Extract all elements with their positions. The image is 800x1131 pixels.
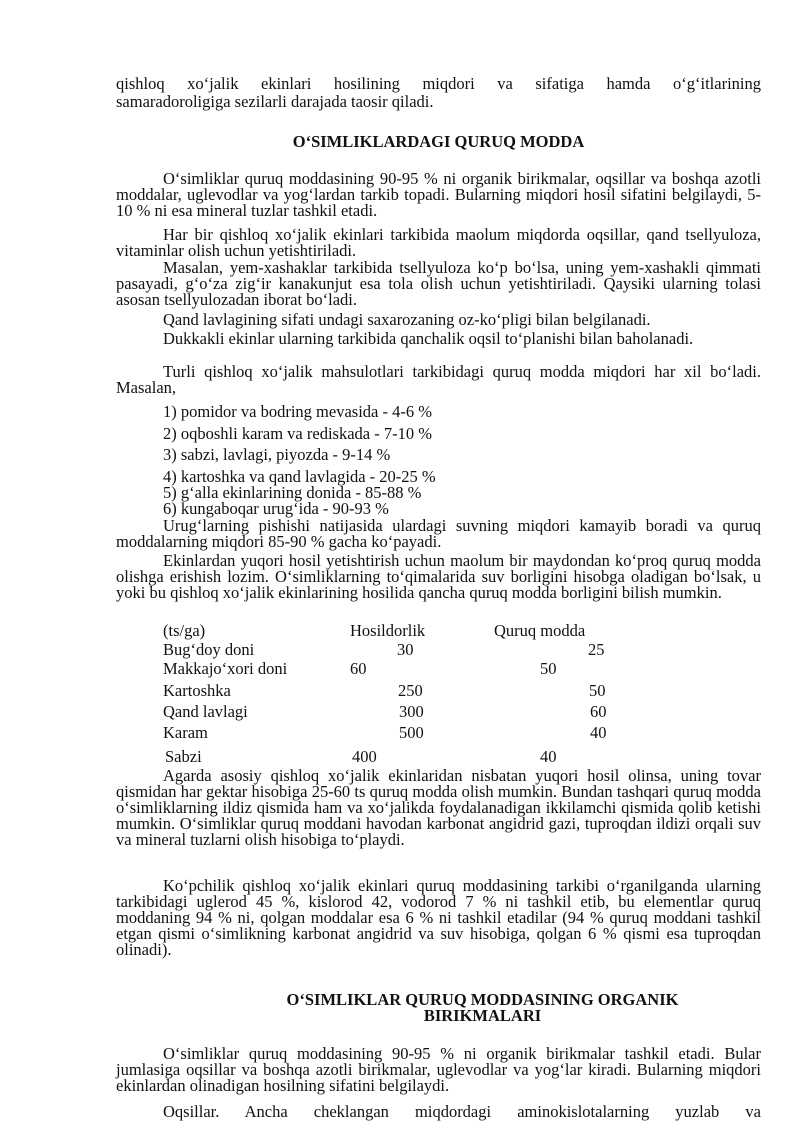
table-cell-yield: 500: [399, 723, 424, 742]
paragraph: Oʻsimliklar quruq moddasining 90-95 % ni organik birikmalar, oqsillar va boshqa azotli moddalar, uglevodlar va yogʻlardan tarkib topadi. Bularning miqdori hosil sifatini belgilaydi, 5-10 % ni esa mineral tuzlar tashkil etadi.: [116, 169, 761, 220]
table-cell-yield: 60: [350, 659, 367, 678]
intro-line-2: samaradoroligiga sezilarli darajada taosir qiladi.: [116, 92, 434, 111]
paragraph: Dukkakli ekinlar ularning tarkibida qanchalik oqsil toʻplanishi bilan baholanadi.: [163, 329, 694, 348]
section-heading-dry-matter: OʻSIMLIKLARDAGI QURUQ MODDA: [292, 132, 585, 151]
paragraph: Koʻpchilik qishloq xoʻjalik ekinlari quruq moddasining tarkibi oʻrganilganda ularning tarkibidagi uglerod 45 %, kislorod 42, vodorod 7 % ni tashkil etib, bu elementlar quruq moddaning 94 % ni, qolgan moddalar esa 6 % ni tashkil etadilar (94 % quruq moddani tashkil etgan qismi oʻsimlikning karbonat angidrid va suv hisobiga, qolgan 6 % qismi esa tuproqdan olinadi).: [116, 876, 761, 959]
paragraph: Oqsillar. Ancha cheklangan miqdordagi aminokislotalarning yuzlab va: [163, 1102, 761, 1121]
table-cell-dry-matter: 50: [589, 681, 606, 700]
paragraph: Agarda asosiy qishloq xoʻjalik ekinlaridan nisbatan yuqori hosil olinsa, uning tovar qismidan har gektar hisobiga 25-60 ts quruq modda olish mumkin. Bundan tashqari quruq modda oʻsimliklarning ildiz qismida ham va xoʻjalikda foydalanadigan ikkilamchi qismida qolib ketishi mumkin. Oʻsimliklar quruq moddani havodan karbonat angidrid gazi, tuproqdan ildizi orqali suv va mineral tuzlarni olish hisobiga toʻplaydi.: [116, 766, 761, 849]
paragraph: Urugʻlarning pishishi natijasida ulardagi suvning miqdori kamayib boradi va quruq moddalarning miqdori 85-90 % gacha koʻpayadi.: [116, 516, 761, 551]
table-cell-yield: 300: [399, 702, 424, 721]
paragraph: Masalan, yem-xashaklar tarkibida tsellyuloza koʻp boʻlsa, uning yem-xashakli qimmati pasayadi, gʻoʻza zigʻir kanakunjut esa tola olish uchun yetishtiriladi. Qaysiki ularning tolasi asosan tsellyulozadan iborat boʻladi.: [116, 258, 761, 309]
table-cell-yield: 250: [398, 681, 423, 700]
table-cell-crop: Sabzi: [165, 747, 202, 766]
table-cell-dry-matter: 40: [540, 747, 557, 766]
heading-line-1: OʻSIMLIKLAR QURUQ MODDASINING ORGANIK: [286, 990, 679, 1009]
table-cell-yield: 30: [397, 640, 414, 659]
heading-line-2: BIRIKMALARI: [423, 1006, 542, 1025]
paragraph: Ekinlardan yuqori hosil yetishtirish uchun maolum bir maydondan koʻproq quruq modda olishga erishish lozim. Oʻsimliklarning toʻqimalarida suv borligini hisobga oladigan boʻlsak, u yoki bu qishloq xoʻjalik ekinlarining hosilida qancha quruq modda borligini bilish mumkin.: [116, 551, 761, 602]
table-header-dry-matter: Quruq modda: [494, 621, 586, 640]
table-cell-dry-matter: 60: [590, 702, 607, 721]
list-item: 3) sabzi, lavlagi, piyozda - 9-14 %: [163, 445, 391, 464]
list-item: 5) gʻalla ekinlarining donida - 85-88 %: [163, 483, 422, 502]
table-cell-yield: 400: [352, 747, 377, 766]
paragraph: Har bir qishloq xoʻjalik ekinlari tarkibida maolum miqdorda oqsillar, qand tsellyuloza, vitaminlar olish uchun yetishtiriladi.: [116, 225, 761, 260]
table-header-unit: (ts/ga): [163, 621, 206, 640]
table-cell-crop: Qand lavlagi: [163, 702, 248, 721]
paragraph: Oʻsimliklar quruq moddasining 90-95 % ni organik birikmalar tashkil etadi. Bular jumlasiga oqsillar va boshqa azotli birikmalar, uglevodlar va yogʻlar kiradi. Bularning miqdori ekinlardan olinadigan hosilning sifatini belgilaydi.: [116, 1044, 761, 1095]
table-cell-dry-matter: 50: [540, 659, 557, 678]
paragraph: Turli qishloq xoʻjalik mahsulotlari tarkibidagi quruq modda miqdori har xil boʻladi. Masalan,: [116, 362, 761, 397]
intro-line-1: qishloq xoʻjalik ekinlari hosilining miqdori va sifatiga hamda oʻgʻitlarining: [116, 74, 761, 93]
list-item: 6) kungaboqar urugʻida - 90-93 %: [163, 499, 389, 518]
table-cell-crop: Makkajoʻxori doni: [163, 659, 288, 678]
table-cell-crop: Karam: [163, 723, 208, 742]
table-cell-dry-matter: 40: [590, 723, 607, 742]
section-heading-organic-compounds: [160, 992, 800, 1024]
table-cell-crop: Kartoshka: [163, 681, 231, 700]
table-cell-dry-matter: 25: [588, 640, 605, 659]
paragraph: Qand lavlagining sifati undagi saxarozaning oz-koʻpligi bilan belgilanadi.: [163, 310, 651, 329]
table-cell-crop: Bugʻdoy doni: [163, 640, 255, 659]
table-header-yield: Hosildorlik: [350, 621, 426, 640]
list-item: 1) pomidor va bodring mevasida - 4-6 %: [163, 402, 432, 421]
list-item: 2) oqboshli karam va rediskada - 7-10 %: [163, 424, 432, 443]
list-item: 4) kartoshka va qand lavlagida - 20-25 %: [163, 467, 436, 486]
